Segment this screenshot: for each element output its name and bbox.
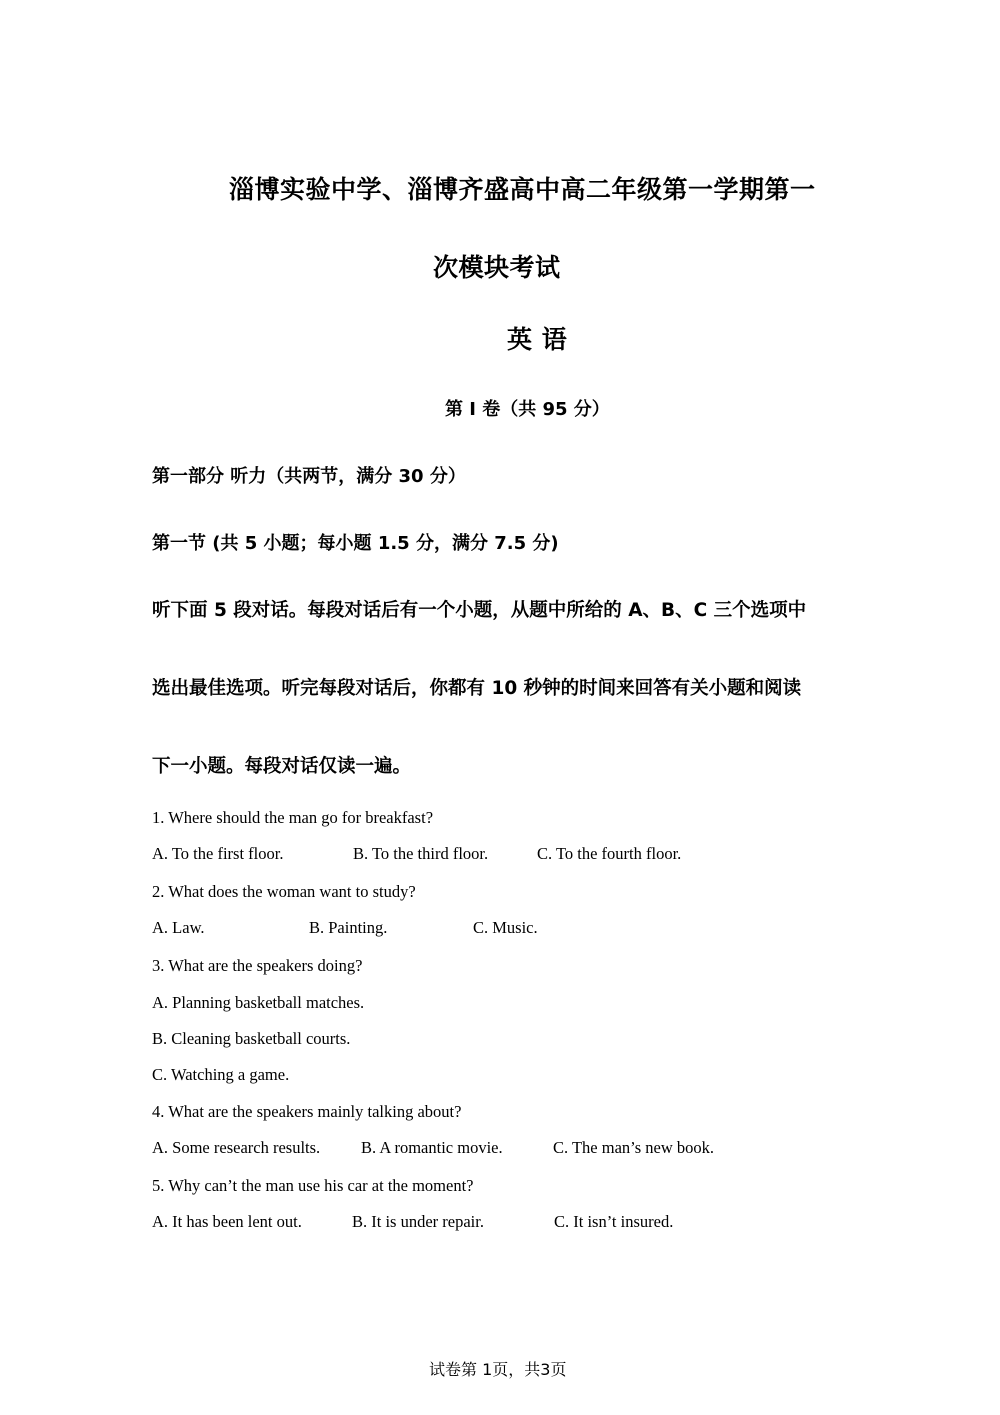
question-4-option-b: B. A romantic movie. (361, 1138, 503, 1157)
question-1-option-b: B. To the third floor. (353, 844, 489, 863)
question-2-stem: 2. What does the woman want to study? (152, 882, 416, 901)
exam-title-line1: 淄博实验中学、淄博齐盛高中高二年级第一学期第一 (229, 175, 816, 204)
question-5-stem: 5. Why can’t the man use his car at the moment? (152, 1176, 474, 1195)
part1-heading: 第一部分 听力（共两节，满分 30 分） (152, 466, 466, 487)
question-1-option-a: A. To the first floor. (152, 844, 284, 863)
question-3-option-a: A. Planning basketball matches. (152, 993, 365, 1012)
instruction-line-1: 听下面 5 段对话。每段对话后有一个小题，从题中所给的 A、B、C 三个选项中 (152, 600, 807, 621)
volume-heading: 第 I 卷（共 95 分） (445, 399, 610, 420)
question-4-stem: 4. What are the speakers mainly talking about? (152, 1102, 462, 1121)
page-footer: 试卷第 1页，共3页 (429, 1360, 567, 1379)
section1-heading: 第一节 (共 5 小题；每小题 1.5 分，满分 7.5 分) (152, 533, 559, 554)
subject-title: 英 语 (507, 325, 568, 354)
exam-title-line2: 次模块考试 (433, 253, 561, 282)
question-4-option-a: A. Some research results. (152, 1138, 321, 1157)
question-3-option-c: C. Watching a game. (152, 1065, 290, 1084)
question-5-option-c: C. It isn’t insured. (554, 1212, 674, 1231)
question-5-option-b: B. It is under repair. (352, 1212, 484, 1231)
question-3-stem: 3. What are the speakers doing? (152, 956, 363, 975)
question-1-stem: 1. Where should the man go for breakfast? (152, 808, 434, 827)
question-3-option-b: B. Cleaning basketball courts. (152, 1029, 351, 1048)
question-2-option-c: C. Music. (473, 918, 538, 937)
question-4-option-c: C. The man’s new book. (553, 1138, 715, 1157)
question-1-option-c: C. To the fourth floor. (537, 844, 682, 863)
instruction-line-2: 选出最佳选项。听完每段对话后，你都有 10 秒钟的时间来回答有关小题和阅读 (152, 678, 802, 699)
question-5-option-a: A. It has been lent out. (152, 1212, 302, 1231)
instruction-line-3: 下一小题。每段对话仅读一遍。 (152, 756, 412, 777)
question-2-option-a: A. Law. (152, 918, 205, 937)
question-2-option-b: B. Painting. (309, 918, 388, 937)
